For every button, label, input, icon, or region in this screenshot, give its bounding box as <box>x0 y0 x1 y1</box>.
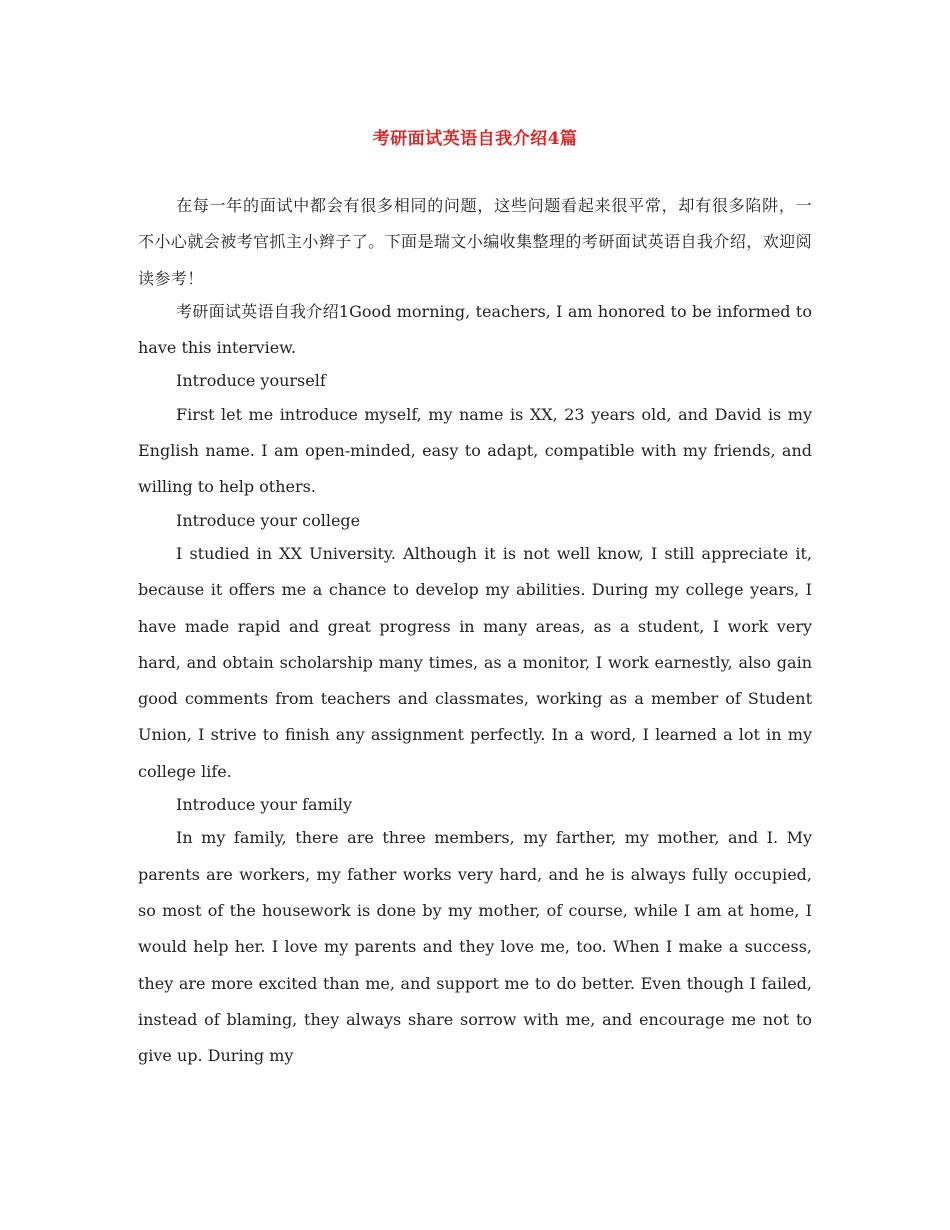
greeting-paragraph: 考研面试英语自我介绍1Good morning, teachers, I am honored to be informed to have this interview. <box>138 301 812 358</box>
section-heading-family: Introduce your family <box>176 795 353 815</box>
document-title: 考研面试英语自我介绍4篇 <box>372 129 578 149</box>
section-heading-college: Introduce your college <box>176 510 361 530</box>
section-heading-yourself: Introduce yourself <box>176 371 326 391</box>
college-paragraph: I studied in XX University. Although it is not well know, I still appreciate it, because it offers me a chance to develop my abilities. During my college years, I have made rapid and great progress in many areas, as a student, I work very hard, and obtain scholarship many times, as a monitor, I work earnestly, also gain good comments from teachers and classmates, working as a member of Student Union, I strive to finish any assignment perfectly. In a word, I learned a lot in my college life. <box>138 543 812 781</box>
self-paragraph: First let me introduce myself, my name is XX, 23 years old, and David is my English name. I am open-minded, easy to adapt, compatible with my friends, and willing to help others. <box>138 404 812 497</box>
intro-paragraph: 在每一年的面试中都会有很多相同的问题，这些问题看起来很平常，却有很多陷阱，一不小心就会被考官抓主小辫子了。下面是瑞文小编收集整理的考研面试英语自我介绍，欢迎阅读参考！ <box>138 196 812 288</box>
document-body <box>138 188 812 1074</box>
family-paragraph: In my family, there are three members, my farther, my mother, and I. My parents are workers, my father works very hard, and he is always fully occupied, so most of the housework is done by my mother, of course, while I am at home, I would help her. I love my parents and they love me, too. When I make a success, they are more excited than me, and support me to do better. Even though I failed, instead of blaming, they always share sorrow with me, and encourage me not to give up. During my <box>138 828 812 1066</box>
